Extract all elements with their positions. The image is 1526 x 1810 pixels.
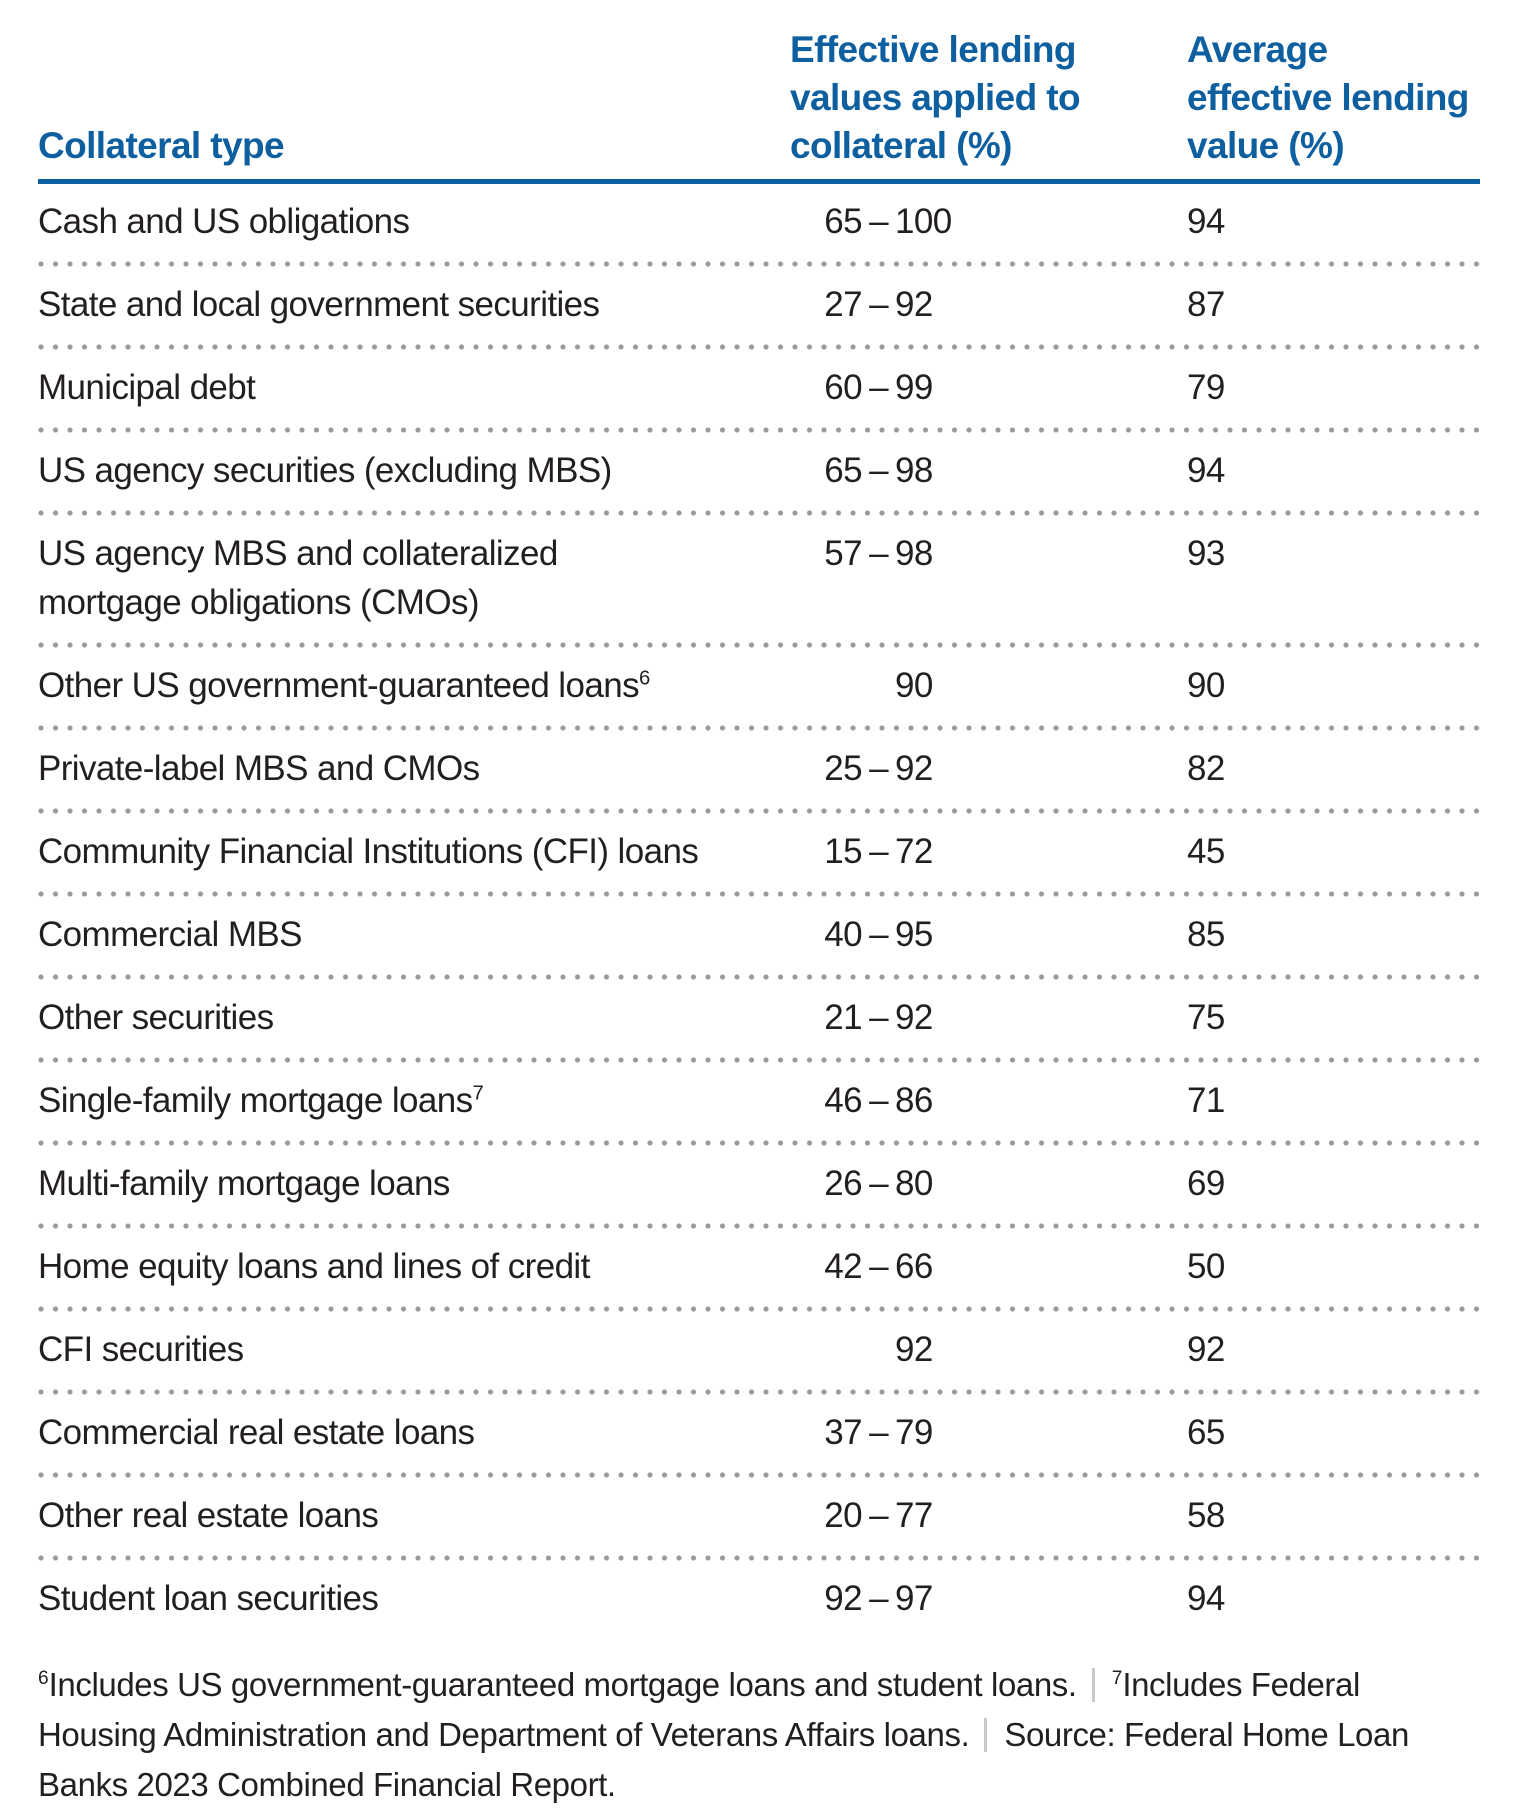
collateral-type-cell: CFI securities: [38, 1330, 244, 1369]
table-row: [38, 1478, 1480, 1555]
collateral-type-cell: Cash and US obligations: [38, 202, 410, 241]
lending-range-cell: [790, 744, 1187, 793]
table-row: [38, 267, 1480, 344]
range-low: 21: [824, 998, 862, 1037]
footnote-6-text: Includes US government-guaranteed mortgage loans and student loans.: [48, 1666, 1077, 1703]
collateral-type-cell: US agency securities (excluding MBS): [38, 451, 612, 490]
range-low: 15: [824, 832, 862, 871]
range-high: 92: [895, 998, 933, 1037]
header-line: collateral (%): [790, 125, 1012, 166]
range-low: 37: [824, 1413, 862, 1452]
range-low: 46: [824, 1081, 862, 1120]
range-high: 92: [895, 1330, 933, 1369]
range-dash: –: [869, 749, 888, 788]
range-low: 40: [824, 915, 862, 954]
footnote-7-text: Includes Federal Housing Administration and Department of Veterans Affairs loans.: [38, 1666, 1360, 1753]
lending-range-cell: [790, 197, 1187, 246]
table-row: [38, 814, 1480, 891]
range-low: 42: [824, 1247, 862, 1286]
range-dash: –: [869, 1164, 888, 1203]
average-value-cell: 94: [1187, 1579, 1225, 1618]
range-low: 25: [824, 749, 862, 788]
lending-range-cell: [790, 1159, 1187, 1208]
lending-range-cell: [790, 1076, 1187, 1125]
range-dash: –: [869, 451, 888, 490]
header-line: value (%): [1187, 125, 1345, 166]
lending-range-cell: [790, 1242, 1187, 1291]
average-value-cell: 45: [1187, 832, 1225, 871]
collateral-type-cell: State and local government securities: [38, 285, 600, 324]
table-row: [38, 1229, 1480, 1306]
range-dash: –: [869, 915, 888, 954]
lending-range-cell: [790, 910, 1187, 959]
range-high: 79: [895, 1413, 933, 1452]
lending-range-cell: [790, 661, 1187, 710]
range-high: 100: [895, 202, 952, 241]
average-value-cell: 82: [1187, 749, 1225, 788]
range-high: 92: [895, 285, 933, 324]
average-value-cell: 71: [1187, 1081, 1225, 1120]
range-high: 95: [895, 915, 933, 954]
header-line: Collateral type: [38, 125, 284, 166]
table-row: [38, 1312, 1480, 1389]
average-value-cell: 79: [1187, 368, 1225, 407]
collateral-type-header: [38, 122, 790, 170]
collateral-type-cell: Municipal debt: [38, 368, 256, 407]
average-value-cell: 90: [1187, 666, 1225, 705]
average-value-cell: 92: [1187, 1330, 1225, 1369]
range-high: 90: [895, 666, 933, 705]
range-dash: –: [869, 1413, 888, 1452]
range-dash: –: [869, 1579, 888, 1618]
table-row: [38, 1395, 1480, 1472]
range-dash: –: [869, 832, 888, 871]
table-row: [38, 897, 1480, 974]
average-value-cell: 50: [1187, 1247, 1225, 1286]
lending-range-cell: [790, 280, 1187, 329]
range-high: 77: [895, 1496, 933, 1535]
range-high: 92: [895, 749, 933, 788]
table-row: [38, 516, 1480, 642]
range-high: 86: [895, 1081, 933, 1120]
lending-range-cell: [790, 363, 1187, 412]
range-dash: –: [869, 1247, 888, 1286]
table-row: [38, 1561, 1480, 1638]
lending-range-cell: [790, 993, 1187, 1042]
header-line: Effective lending: [790, 29, 1076, 70]
table-row: [38, 1146, 1480, 1223]
range-dash: –: [869, 368, 888, 407]
average-value-cell: 87: [1187, 285, 1225, 324]
table-row: [38, 980, 1480, 1057]
range-dash: –: [869, 202, 888, 241]
collateral-type-cell: Private-label MBS and CMOs: [38, 749, 480, 788]
range-dash: –: [869, 1496, 888, 1535]
lending-range-cell: [790, 1574, 1187, 1623]
header-line: effective lending: [1187, 77, 1469, 118]
footnotes: [38, 1660, 1480, 1810]
range-high: 66: [895, 1247, 933, 1286]
range-high: 97: [895, 1579, 933, 1618]
table-row: [38, 350, 1480, 427]
collateral-type-cell: Other US government-guaranteed loans$^6$: [38, 666, 651, 705]
range-dash: –: [869, 285, 888, 324]
footnote-separator: [1092, 1668, 1095, 1702]
range-high: 98: [895, 534, 933, 573]
table-row: [38, 1063, 1480, 1140]
lending-range-cell: [790, 1325, 1187, 1374]
average-value-cell: 94: [1187, 202, 1225, 241]
collateral-type-cell: US agency MBS and collateralized mortgage obligations (CMOs): [38, 534, 558, 622]
footnote-marker: 6: [638, 667, 651, 690]
range-dash: –: [869, 1081, 888, 1120]
table-body: [38, 184, 1480, 1638]
collateral-type-cell: Commercial real estate loans: [38, 1413, 475, 1452]
range-low: 65: [824, 451, 862, 490]
lending-range-cell: [790, 827, 1187, 876]
average-value-cell: 85: [1187, 915, 1225, 954]
collateral-type-cell: Student loan securities: [38, 1579, 379, 1618]
collateral-type-cell: Single-family mortgage loans$^7$: [38, 1081, 484, 1120]
range-dash: –: [869, 998, 888, 1037]
range-low: 92: [824, 1579, 862, 1618]
table-row: [38, 648, 1480, 725]
lending-range-cell: [790, 529, 1187, 578]
lending-range-cell: [790, 446, 1187, 495]
table-row: [38, 184, 1480, 261]
average-value-cell: 65: [1187, 1413, 1225, 1452]
average-value-cell: 93: [1187, 534, 1225, 573]
range-low: 20: [824, 1496, 862, 1535]
range-high: 80: [895, 1164, 933, 1203]
footnote-separator: [984, 1718, 987, 1752]
lending-range-cell: [790, 1408, 1187, 1457]
footnote-6-marker: 6: [38, 1668, 49, 1689]
footnote-marker: 7: [472, 1082, 484, 1105]
effective-lending-values-header: [790, 26, 1187, 170]
average-value-cell: 94: [1187, 451, 1225, 490]
source-text: Source: Federal Home Loan Banks 2023 Combined Financial Report.: [38, 1716, 1409, 1803]
range-high: 98: [895, 451, 933, 490]
average-value-cell: 69: [1187, 1164, 1225, 1203]
average-value-cell: 75: [1187, 998, 1225, 1037]
header-line: values applied to: [790, 77, 1080, 118]
range-low: 65: [824, 202, 862, 241]
collateral-type-cell: Commercial MBS: [38, 915, 302, 954]
table-header: [38, 26, 1480, 170]
range-high: 99: [895, 368, 933, 407]
collateral-type-cell: Other securities: [38, 998, 274, 1037]
collateral-type-cell: Community Financial Institutions (CFI) loans: [38, 832, 699, 871]
lending-range-cell: [790, 1491, 1187, 1540]
average-effective-lending-header: [1187, 26, 1480, 170]
range-high: 72: [895, 832, 933, 871]
range-low: 27: [824, 285, 862, 324]
footnote-7-marker: 7: [1111, 1668, 1123, 1689]
range-low: 60: [824, 368, 862, 407]
table-row: [38, 731, 1480, 808]
collateral-type-cell: Other real estate loans: [38, 1496, 379, 1535]
table-row: [38, 433, 1480, 510]
range-dash: –: [869, 534, 888, 573]
range-low: 26: [824, 1164, 862, 1203]
collateral-type-cell: Home equity loans and lines of credit: [38, 1247, 590, 1286]
range-low: 57: [824, 534, 862, 573]
header-line: Average: [1187, 29, 1328, 70]
collateral-type-cell: Multi-family mortgage loans: [38, 1164, 450, 1203]
average-value-cell: 58: [1187, 1496, 1225, 1535]
